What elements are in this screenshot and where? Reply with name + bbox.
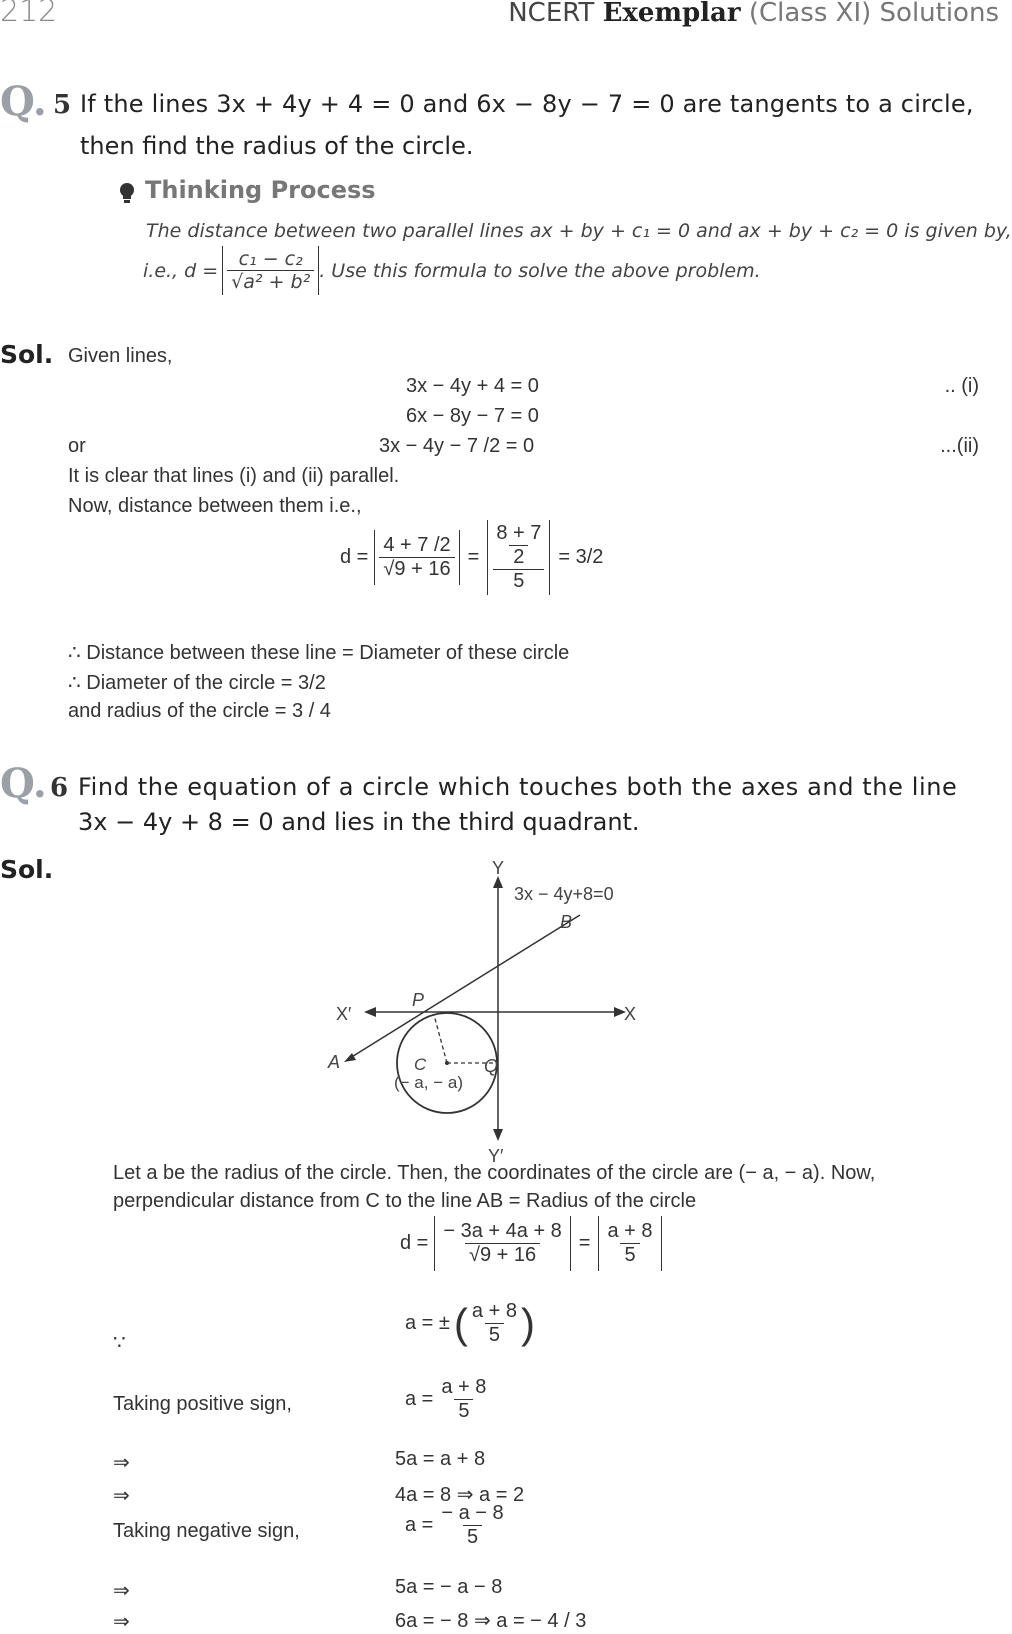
label-q: Q [484, 1056, 499, 1076]
frac1-den: √9 + 16 [379, 557, 454, 581]
book-bold: Exemplar [602, 0, 741, 28]
a-plus-minus [405, 1300, 535, 1347]
q6-abs2 [598, 1216, 661, 1271]
label-y-prime: Y′ [488, 1146, 504, 1166]
radius-cp [434, 1015, 447, 1063]
thinking-abs [222, 246, 319, 295]
pos-num: a + 8 [441, 1376, 487, 1398]
neg-a: a = [405, 1514, 434, 1536]
abs-frac2 [487, 520, 550, 595]
given-lines: Given lines, [68, 345, 173, 367]
pos-label: Taking positive sign, [113, 1393, 292, 1415]
implies-3: ⇒ [113, 1580, 130, 1602]
neg-den: 5 [463, 1525, 482, 1549]
q6-d-num: − 3a + 4a + 8 [443, 1220, 562, 1242]
distance-formula [340, 520, 603, 595]
pos-a: a = [405, 1388, 434, 1410]
q6-d2-num: a + 8 [607, 1220, 653, 1242]
q5-letter: Q. [0, 78, 47, 125]
frac2-top: 8 + 7 [496, 522, 542, 544]
eq1-tag: .. (i) [944, 375, 979, 397]
tangent-arrow [344, 1053, 356, 1062]
q6-d-den: √9 + 16 [465, 1243, 540, 1267]
eq3-tag: ...(ii) [940, 435, 979, 457]
center-coordinates: (− a, − a) [394, 1073, 463, 1092]
thinking-rest: . Use this formula to solve the above problem. [319, 259, 761, 282]
q6-letter: Q. [0, 760, 47, 807]
pos-step1: 5a = a + 8 [395, 1448, 486, 1470]
thinking-process-title: Thinking Process [145, 176, 376, 204]
pos-den: 5 [454, 1399, 473, 1423]
eq-sign: = [467, 546, 480, 568]
q6-d2-den: 5 [620, 1243, 639, 1267]
label-y: Y [492, 858, 505, 878]
therefore2: ∴ Diameter of the circle = 3/2 [68, 672, 326, 694]
q6-line1: Find the equation of a circle which touches both the axes and the line [78, 773, 958, 801]
q6-number: 6 [50, 773, 69, 803]
paren-open: ( [453, 1299, 468, 1347]
q5-sol-label: Sol. [0, 340, 54, 369]
page-number: 212 [0, 0, 58, 29]
pm-num: a + 8 [471, 1300, 517, 1322]
q6-distance-formula [400, 1216, 662, 1271]
now-text: Now, distance between them i.e., [68, 495, 362, 517]
book-suffix: (Class XI) Solutions [748, 0, 999, 28]
center-dot [445, 1061, 449, 1065]
thinking-ie: i.e., d = [143, 259, 219, 282]
distance-result: = 3/2 [558, 546, 604, 568]
circle-diagram [330, 860, 670, 1170]
bulb-icon [118, 182, 136, 211]
label-x-prime: X′ [336, 1004, 352, 1024]
label-a: A [328, 1052, 341, 1072]
q5-line2: then find the radius of the circle. [80, 132, 474, 160]
implies-2: ⇒ [113, 1485, 130, 1507]
q5-number: 5 [53, 90, 72, 120]
q6-para1: Let a be the radius of the circle. Then, the coordinates of the circle are (− a, − a). Now, [113, 1162, 876, 1184]
eq1: 3x − 4y + 4 = 0 [406, 375, 539, 397]
implies-1: ⇒ [113, 1452, 130, 1474]
thinking-num: c₁ − c₂ [238, 248, 303, 270]
paren-close: ) [520, 1299, 535, 1347]
q6-line2: 3x − 4y + 8 = 0 and lies in the third quadrant. [78, 808, 640, 836]
eq3: 3x − 4y − 7 /2 = 0 [379, 435, 535, 457]
pm-den: 5 [485, 1323, 504, 1347]
neg-num: − a − 8 [441, 1502, 504, 1524]
abs-frac1 [374, 530, 459, 585]
line-equation-label: 3x − 4y+8=0 [514, 884, 614, 904]
frac2-mid: 2 [509, 545, 528, 569]
q6-para2: perpendicular distance from C to the line AB = Radius of the circle [113, 1190, 697, 1212]
neg-label: Taking negative sign, [113, 1520, 300, 1542]
neg-step1: 5a = − a − 8 [395, 1576, 503, 1598]
thinking-formula [143, 246, 761, 295]
y-arrow-down [493, 1129, 503, 1141]
q5-line1: If the lines 3x + 4y + 4 = 0 and 6x − 8y − 7 = 0 are tangents to a circle, [80, 90, 974, 118]
neg-formula [405, 1502, 508, 1549]
implies-4: ⇒ [113, 1611, 130, 1633]
label-x: X [624, 1004, 637, 1024]
neg-step2: 6a = − 8 ⇒ a = − 4 / 3 [395, 1610, 587, 1632]
x-arrow-left [364, 1007, 376, 1017]
a-pm-label: a = ± [405, 1312, 450, 1334]
because-symbol: ∵ [113, 1332, 126, 1354]
d-label: d = [340, 546, 369, 568]
or-label: or [68, 435, 86, 457]
frac2-top-wrap [492, 522, 545, 569]
q6-abs1 [434, 1216, 570, 1271]
book-title [508, 0, 999, 28]
label-b: B [560, 912, 573, 932]
pos-step2: 4a = 8 ⇒ a = 2 [395, 1484, 525, 1506]
clear-text: It is clear that lines (i) and (ii) parallel. [68, 465, 400, 487]
tangent-line-ab [350, 915, 580, 1058]
frac2-den: 5 [493, 569, 544, 593]
thinking-den: √a² + b² [227, 270, 314, 293]
q6-d-label: d = [400, 1232, 429, 1254]
therefore1: ∴ Distance between these line = Diameter of these circle [68, 642, 570, 664]
book-prefix: NCERT [508, 0, 595, 28]
frac1-num: 4 + 7 /2 [383, 534, 451, 556]
thinking-line1: The distance between two parallel lines ax + by + c₁ = 0 and ax + by + c₂ = 0 is given by, [146, 220, 1012, 242]
label-p: P [412, 990, 425, 1010]
pos-formula [405, 1376, 490, 1423]
label-c: C [414, 1055, 427, 1074]
radius-text: and radius of the circle = 3 / 4 [68, 700, 331, 722]
q6-sol-label: Sol. [0, 855, 54, 884]
eq2: 6x − 8y − 7 = 0 [406, 405, 539, 427]
q6-d-eq: = [578, 1232, 591, 1254]
